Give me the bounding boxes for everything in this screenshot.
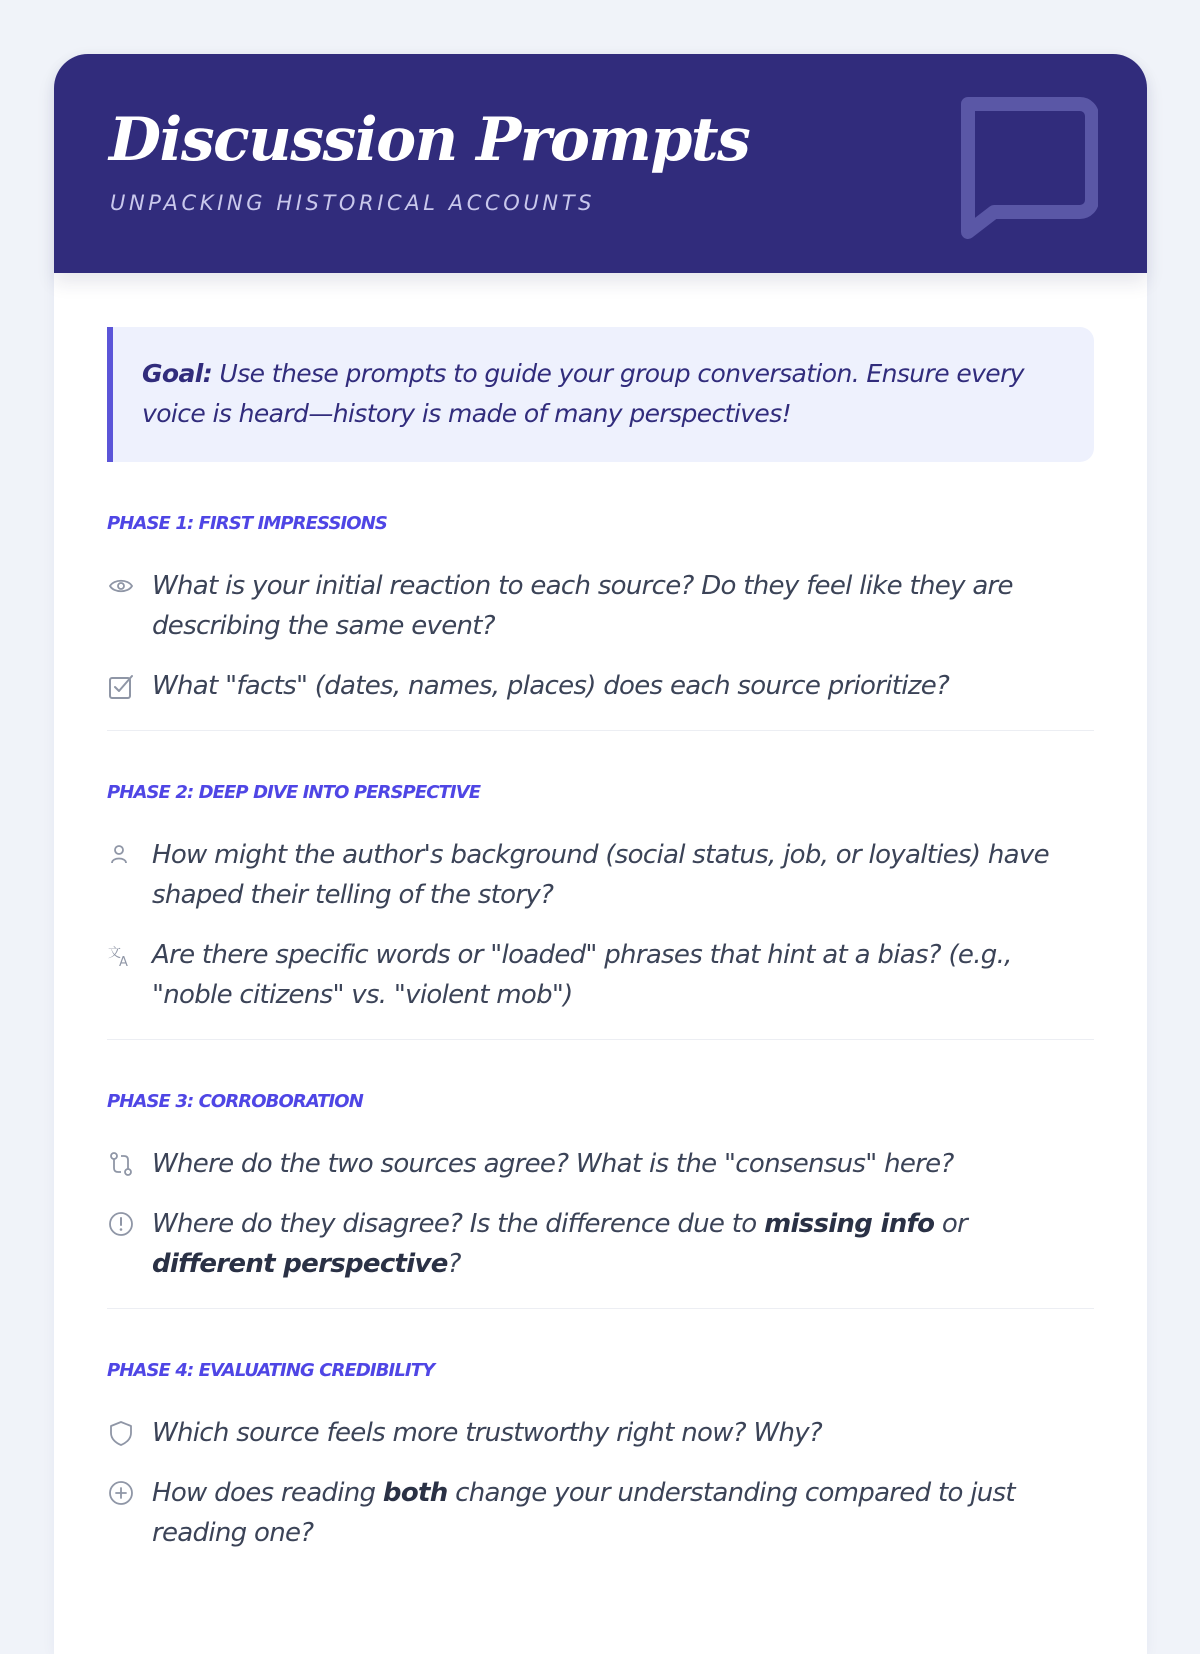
content — [107, 327, 1094, 1573]
prompt-emphasis: different perspective — [152, 1249, 448, 1279]
phase-section — [107, 1308, 1094, 1553]
shield-icon — [107, 1419, 135, 1447]
prompt-text-part: change your understanding compared to just reading one? — [152, 1478, 1015, 1548]
prompt-text-part: ? — [447, 1249, 461, 1279]
prompt-text — [152, 1204, 1094, 1284]
prompt-text-part: How does reading — [152, 1478, 383, 1508]
chat-bubble-icon — [946, 94, 1098, 244]
prompt-text — [152, 935, 1094, 1015]
prompt-emphasis: missing info — [764, 1209, 935, 1239]
svg-text:A: A — [119, 955, 128, 969]
prompt-item — [107, 1473, 1094, 1553]
prompt-item — [107, 935, 1094, 1015]
prompt-text — [152, 666, 949, 706]
compare-icon — [107, 1150, 135, 1178]
prompt-text — [152, 1144, 954, 1184]
page-subtitle: UNPACKING HISTORICAL ACCOUNTS — [110, 191, 596, 215]
prompt-text-part: Where do they disagree? Is the difference due to — [152, 1209, 765, 1239]
prompt-item — [107, 666, 1094, 706]
phase-heading: PHASE 4: EVALUATING CREDIBILITY — [107, 1360, 435, 1381]
goal-callout — [107, 327, 1094, 462]
prompt-item — [107, 566, 1094, 646]
translate-icon — [107, 941, 135, 969]
card-header — [54, 54, 1147, 273]
phase-heading: PHASE 3: CORROBORATION — [107, 1091, 363, 1112]
prompt-text-part: or — [934, 1209, 968, 1239]
prompt-item — [107, 1144, 1094, 1184]
goal-text: Use these prompts to guide your group conversation. Ensure every voice is heard—history is made of many perspectives! — [142, 359, 1024, 428]
prompt-text — [152, 1473, 1094, 1553]
goal-label: Goal: — [142, 359, 213, 388]
phase-section — [107, 730, 1094, 1015]
prompt-item — [107, 1413, 1094, 1453]
phases-list — [107, 462, 1094, 1553]
phase-section — [107, 1039, 1094, 1284]
prompt-text — [152, 566, 1094, 646]
phase-heading: PHASE 2: DEEP DIVE INTO PERSPECTIVE — [107, 782, 481, 803]
eye-icon — [107, 572, 135, 600]
page-title: Discussion Prompts — [109, 105, 750, 175]
user-icon — [107, 841, 135, 869]
prompt-text — [152, 835, 1094, 915]
prompt-text-part: Where do the two sources agree? What is the "consensus" here? — [152, 1149, 954, 1179]
prompt-text-part: How might the author's background (social status, job, or loyalties) have shaped their telling of the story? — [152, 840, 1049, 910]
prompts-card — [54, 54, 1147, 1654]
prompt-text-part: What "facts" (dates, names, places) does each source prioritize? — [152, 671, 950, 701]
alert-circle-icon — [107, 1210, 135, 1238]
plus-circle-icon — [107, 1479, 135, 1507]
prompt-text — [152, 1413, 822, 1453]
phase-heading: PHASE 1: FIRST IMPRESSIONS — [107, 513, 387, 534]
prompt-text-part: Are there specific words or "loaded" phrases that hint at a bias? (e.g., "noble citizens" vs. "violent mob") — [152, 940, 1012, 1010]
prompt-item — [107, 1204, 1094, 1284]
checkbox-icon — [107, 672, 135, 700]
prompt-text-part: Which source feels more trustworthy right now? Why? — [152, 1418, 823, 1448]
prompt-emphasis: both — [382, 1478, 448, 1508]
prompt-item — [107, 835, 1094, 915]
svg-text:文: 文 — [108, 946, 122, 961]
phase-section — [107, 462, 1094, 706]
prompt-text-part: What is your initial reaction to each source? Do they feel like they are describing the same event? — [152, 571, 1013, 641]
